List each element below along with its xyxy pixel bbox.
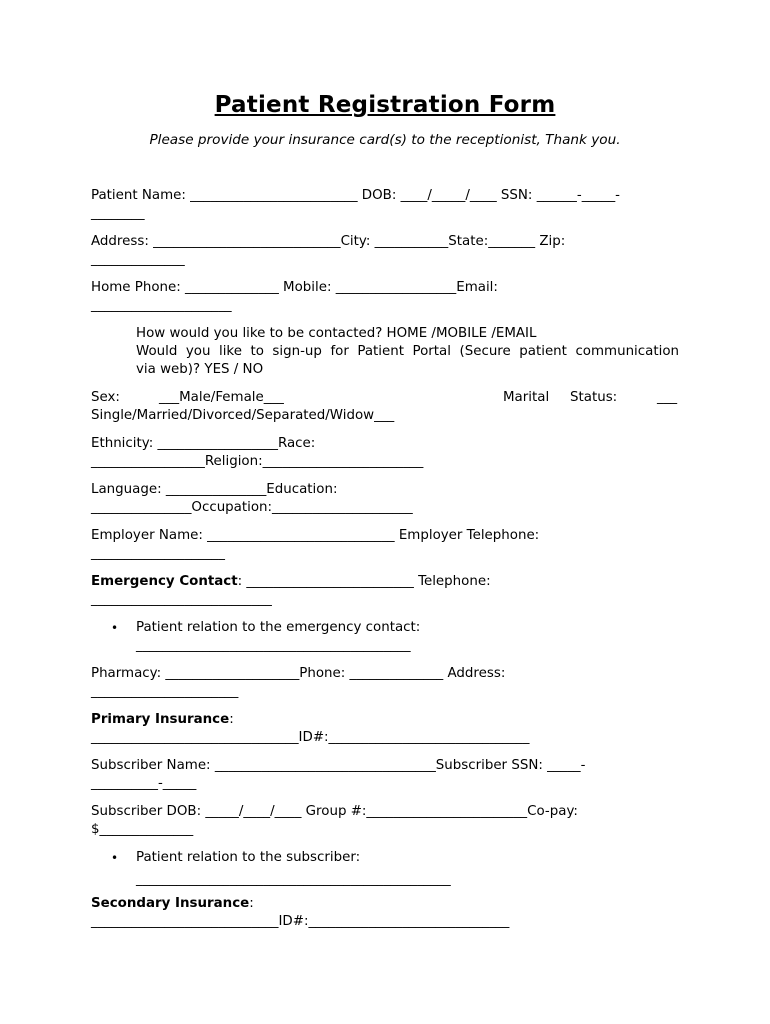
secondary-insurance-colon: : xyxy=(249,896,254,911)
ethnicity-line: Ethnicity: __________________Race: xyxy=(91,436,316,451)
contact-preference-question: How would you like to be contacted? HOME /MOBILE /EMAIL xyxy=(136,326,537,341)
sex-options: ___Male/Female___ xyxy=(159,390,284,405)
subscriber-name-line: Subscriber Name: _________________________________Subscriber SSN: _____- xyxy=(91,758,586,773)
primary-insurance-label: Primary Insurance xyxy=(91,712,230,727)
home-phone-line: Home Phone: ______________ Mobile: __________________Email: xyxy=(91,280,498,295)
primary-insurance-id-line: _______________________________ID#:______________________________ xyxy=(91,730,530,745)
emergency-contact-rest: : _________________________ Telephone: xyxy=(237,574,491,589)
secondary-insurance-label: Secondary Insurance xyxy=(91,896,250,911)
subscriber-relation-line-cont: _______________________________________________ xyxy=(136,872,451,887)
emergency-contact-line xyxy=(91,573,491,591)
subscriber-dob-line: Subscriber DOB: _____/____/____ Group #:________________________Co-pay: xyxy=(91,804,578,819)
bullet-icon: • xyxy=(111,621,119,635)
portal-question-cont: via web)? YES / NO xyxy=(136,362,264,377)
emergency-relation-line-cont: _________________________________________ xyxy=(136,638,411,653)
sex-label: Sex: xyxy=(91,390,120,405)
language-line-cont: _______________Occupation:_____________________ xyxy=(91,500,413,515)
pharmacy-line: Pharmacy: ____________________Phone: ______________ Address: xyxy=(91,666,506,681)
subscriber-relation-line: Patient relation to the subscriber: xyxy=(136,850,361,865)
emergency-contact-label: Emergency Contact xyxy=(91,574,238,589)
secondary-insurance-id-line: ____________________________ID#:______________________________ xyxy=(91,914,510,929)
address-line: Address: ____________________________City: ___________State:_______ Zip: xyxy=(91,234,566,249)
secondary-insurance-heading xyxy=(91,895,254,913)
primary-insurance-heading xyxy=(91,711,234,729)
subscriber-name-line-cont: __________-_____ xyxy=(91,776,197,791)
form-title: Patient Registration Form xyxy=(214,92,556,118)
status-label: Status: xyxy=(570,390,618,405)
subscriber-dob-line-cont: $______________ xyxy=(91,822,194,837)
emergency-relation-line: Patient relation to the emergency contact: xyxy=(136,620,421,635)
pharmacy-line-cont: ______________________ xyxy=(91,684,239,699)
employer-line-cont: ____________________ xyxy=(91,546,225,561)
marital-options: Single/Married/Divorced/Separated/Widow___ xyxy=(91,408,395,423)
marital-label: Marital xyxy=(503,390,550,405)
portal-question: Would you like to sign-up for Patient Portal (Secure patient communication xyxy=(136,344,679,359)
emergency-contact-line-cont: ___________________________ xyxy=(91,592,272,607)
employer-line: Employer Name: ____________________________ Employer Telephone: xyxy=(91,528,540,543)
address-line-cont: ______________ xyxy=(91,252,185,267)
patient-name-line-cont: ________ xyxy=(91,206,145,221)
marital-blank: ___ xyxy=(657,390,678,405)
language-line: Language: _______________Education: xyxy=(91,482,338,497)
home-phone-line-cont: _____________________ xyxy=(91,298,232,313)
primary-insurance-colon: : xyxy=(229,712,234,727)
patient-name-line: Patient Name: _________________________ DOB: ____/_____/____ SSN: ______-_____- xyxy=(91,188,621,203)
form-subtitle: Please provide your insurance card(s) to the receptionist, Thank you. xyxy=(149,132,621,148)
bullet-icon: • xyxy=(111,851,119,865)
ethnicity-line-cont: _________________Religion:________________________ xyxy=(91,454,424,469)
